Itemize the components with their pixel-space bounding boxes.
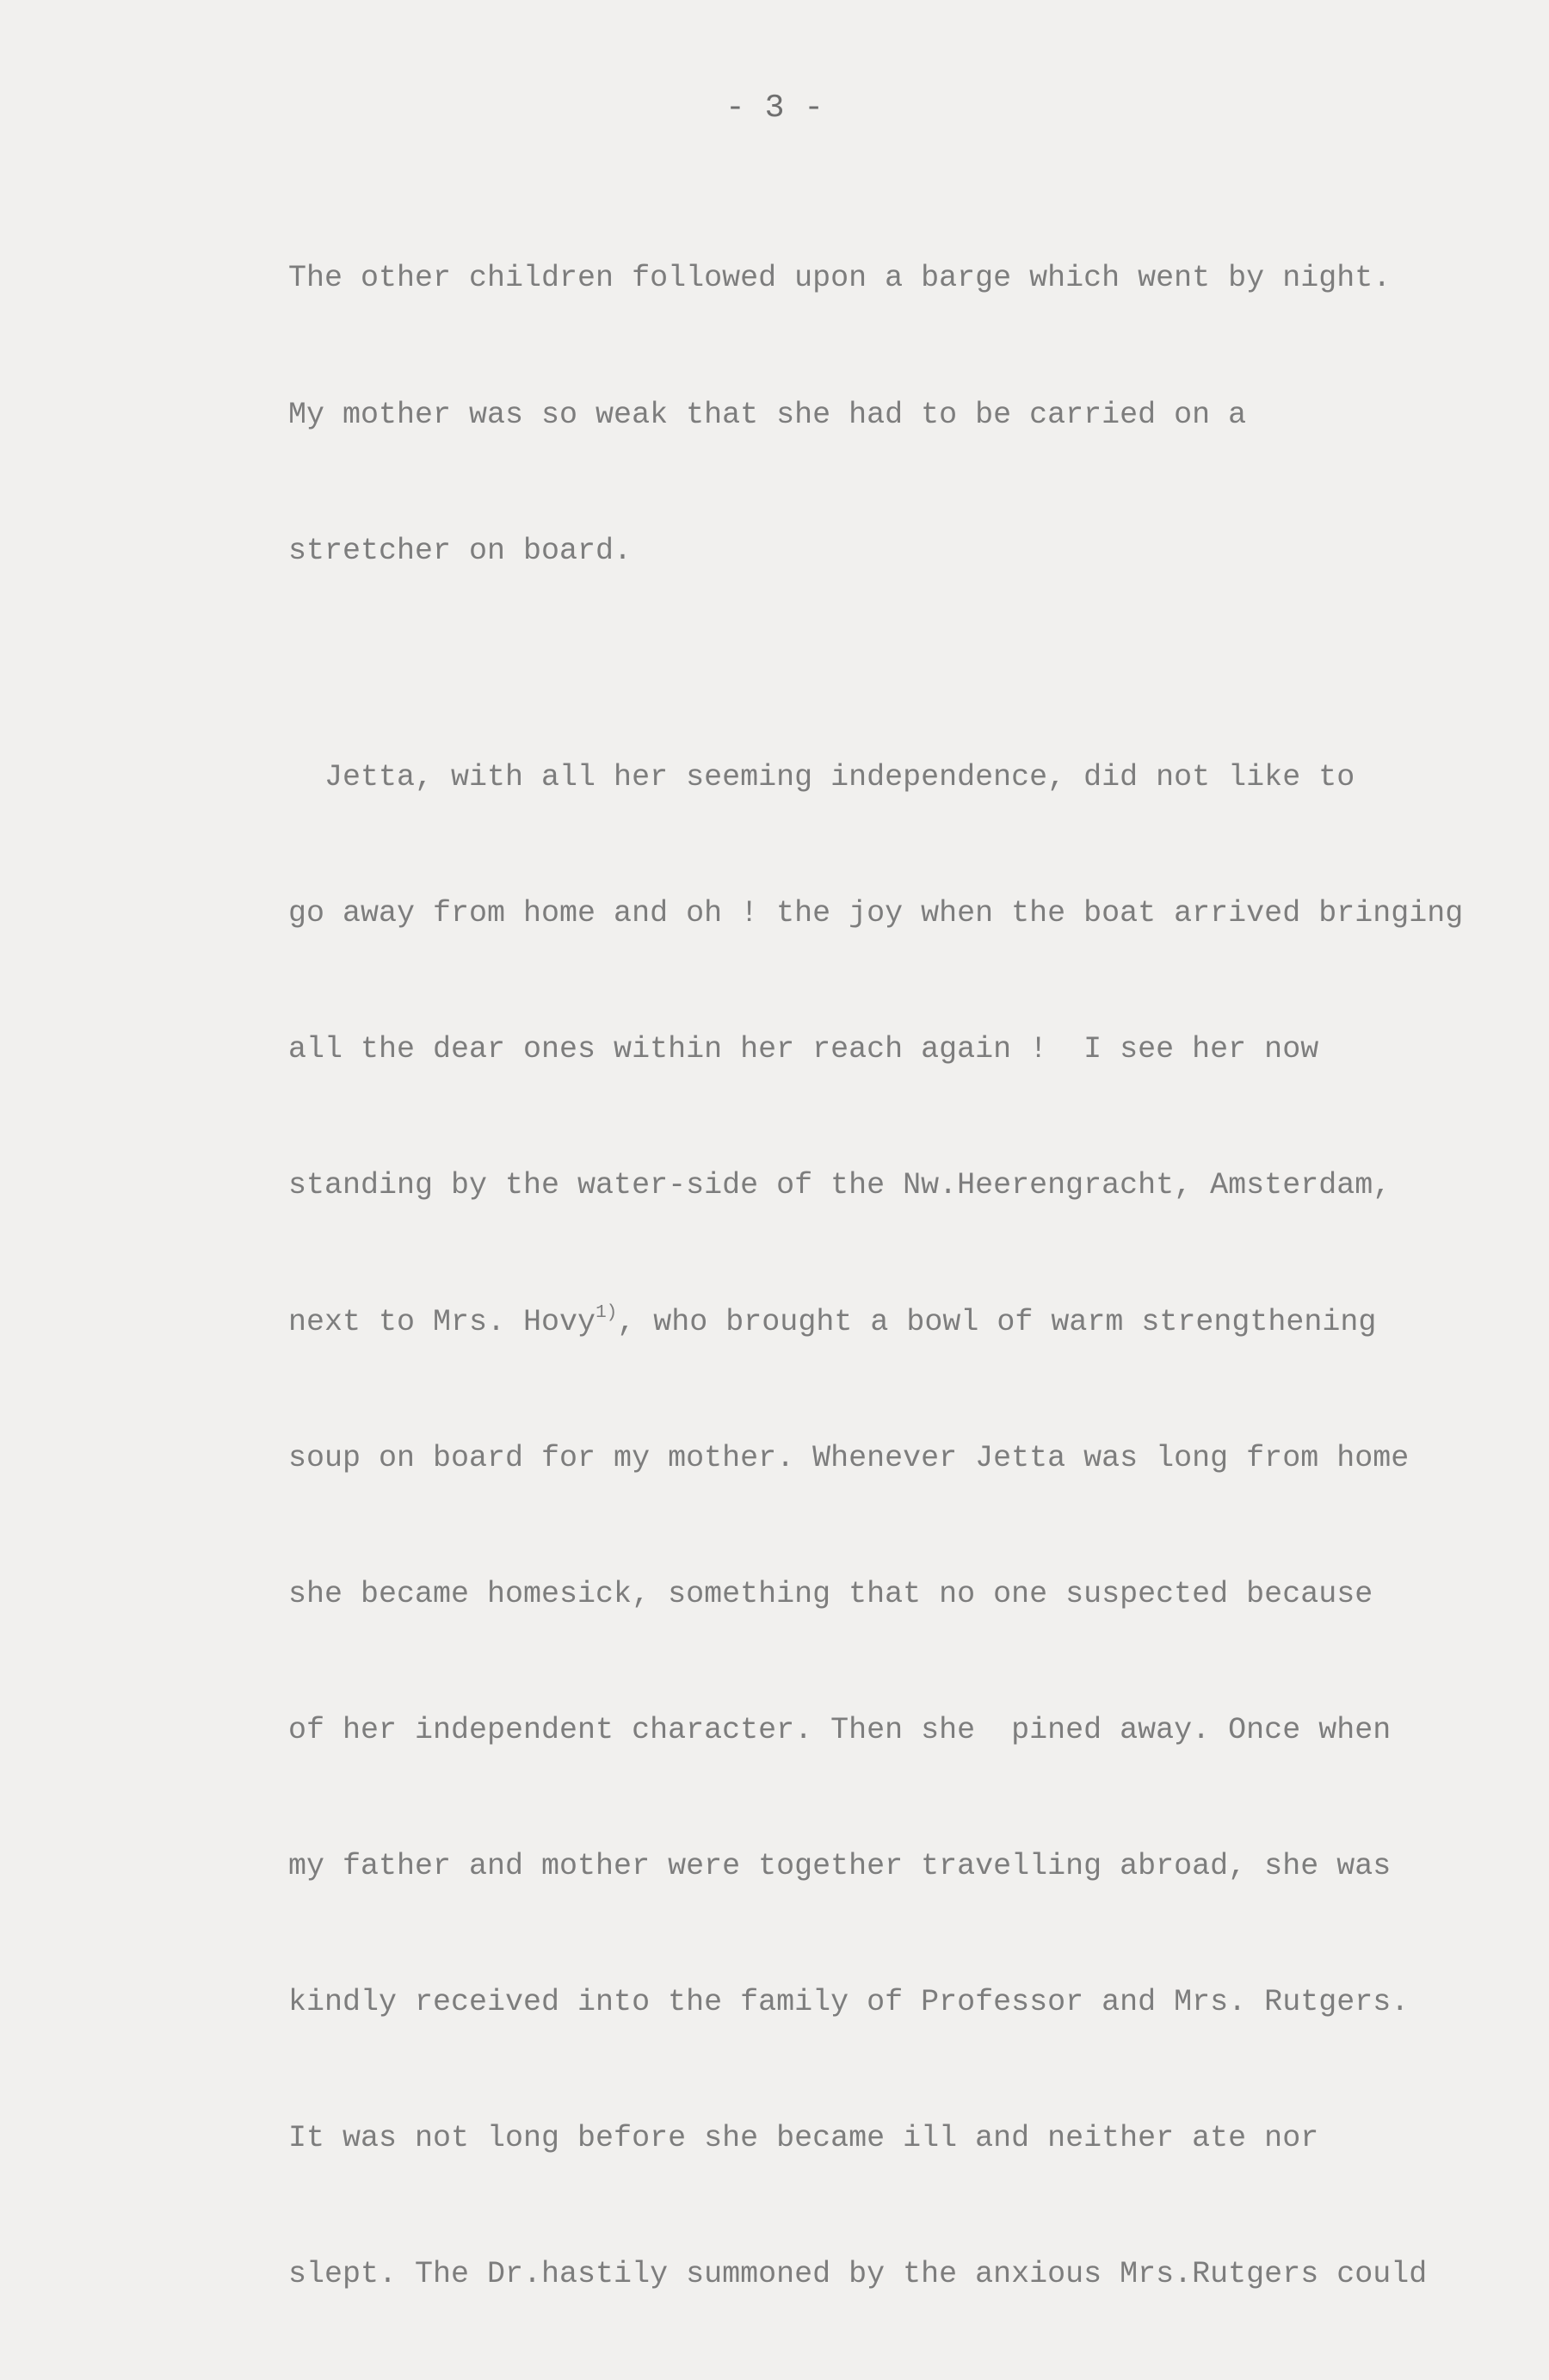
text-line: My mother was so weak that she had to be carried on a — [288, 397, 1247, 432]
text-line: The other children followed upon a barge which went by night. — [288, 261, 1392, 296]
text-line: Jetta, with all her seeming independence, did not like to — [288, 760, 1355, 795]
text-line: my father and mother were together travelling abroad, she was — [288, 1849, 1392, 1884]
body-text — [288, 165, 1536, 2380]
text-line: all the dear ones within her reach again ! I see her now — [288, 1032, 1319, 1067]
text-line: she became homesick, something that no one suspected because — [288, 1576, 1373, 1611]
text-line: kindly received into the family of Professor and Mrs. Rutgers. — [288, 1985, 1410, 2020]
text-fragment: , who brought a bowl of warm strengthening — [617, 1304, 1377, 1339]
paragraph-2 — [288, 665, 1536, 2380]
text-line: go away from home and oh ! the joy when the boat arrived bringing — [288, 896, 1464, 931]
text-line: soup on board for my mother. Whenever Jetta was long from home — [288, 1440, 1410, 1475]
text-line-with-footnote-ref — [288, 1300, 1536, 1345]
paragraph-1 — [288, 165, 1536, 665]
text-line: stretcher on board. — [288, 533, 633, 568]
text-fragment: next to Mrs. Hovy — [288, 1304, 596, 1339]
text-line: standing by the water-side of the Nw.Heerengracht, Amsterdam, — [288, 1168, 1392, 1203]
text-line: slept. The Dr.hastily summoned by the anxious Mrs.Rutgers could — [288, 2257, 1428, 2292]
text-line: It was not long before she became ill and neither ate nor — [288, 2121, 1319, 2156]
text-line: of her independent character. Then she pined away. Once when — [288, 1712, 1392, 1747]
footnote-reference: 1) — [596, 1302, 618, 1323]
page-number: - 3 - — [725, 90, 824, 127]
